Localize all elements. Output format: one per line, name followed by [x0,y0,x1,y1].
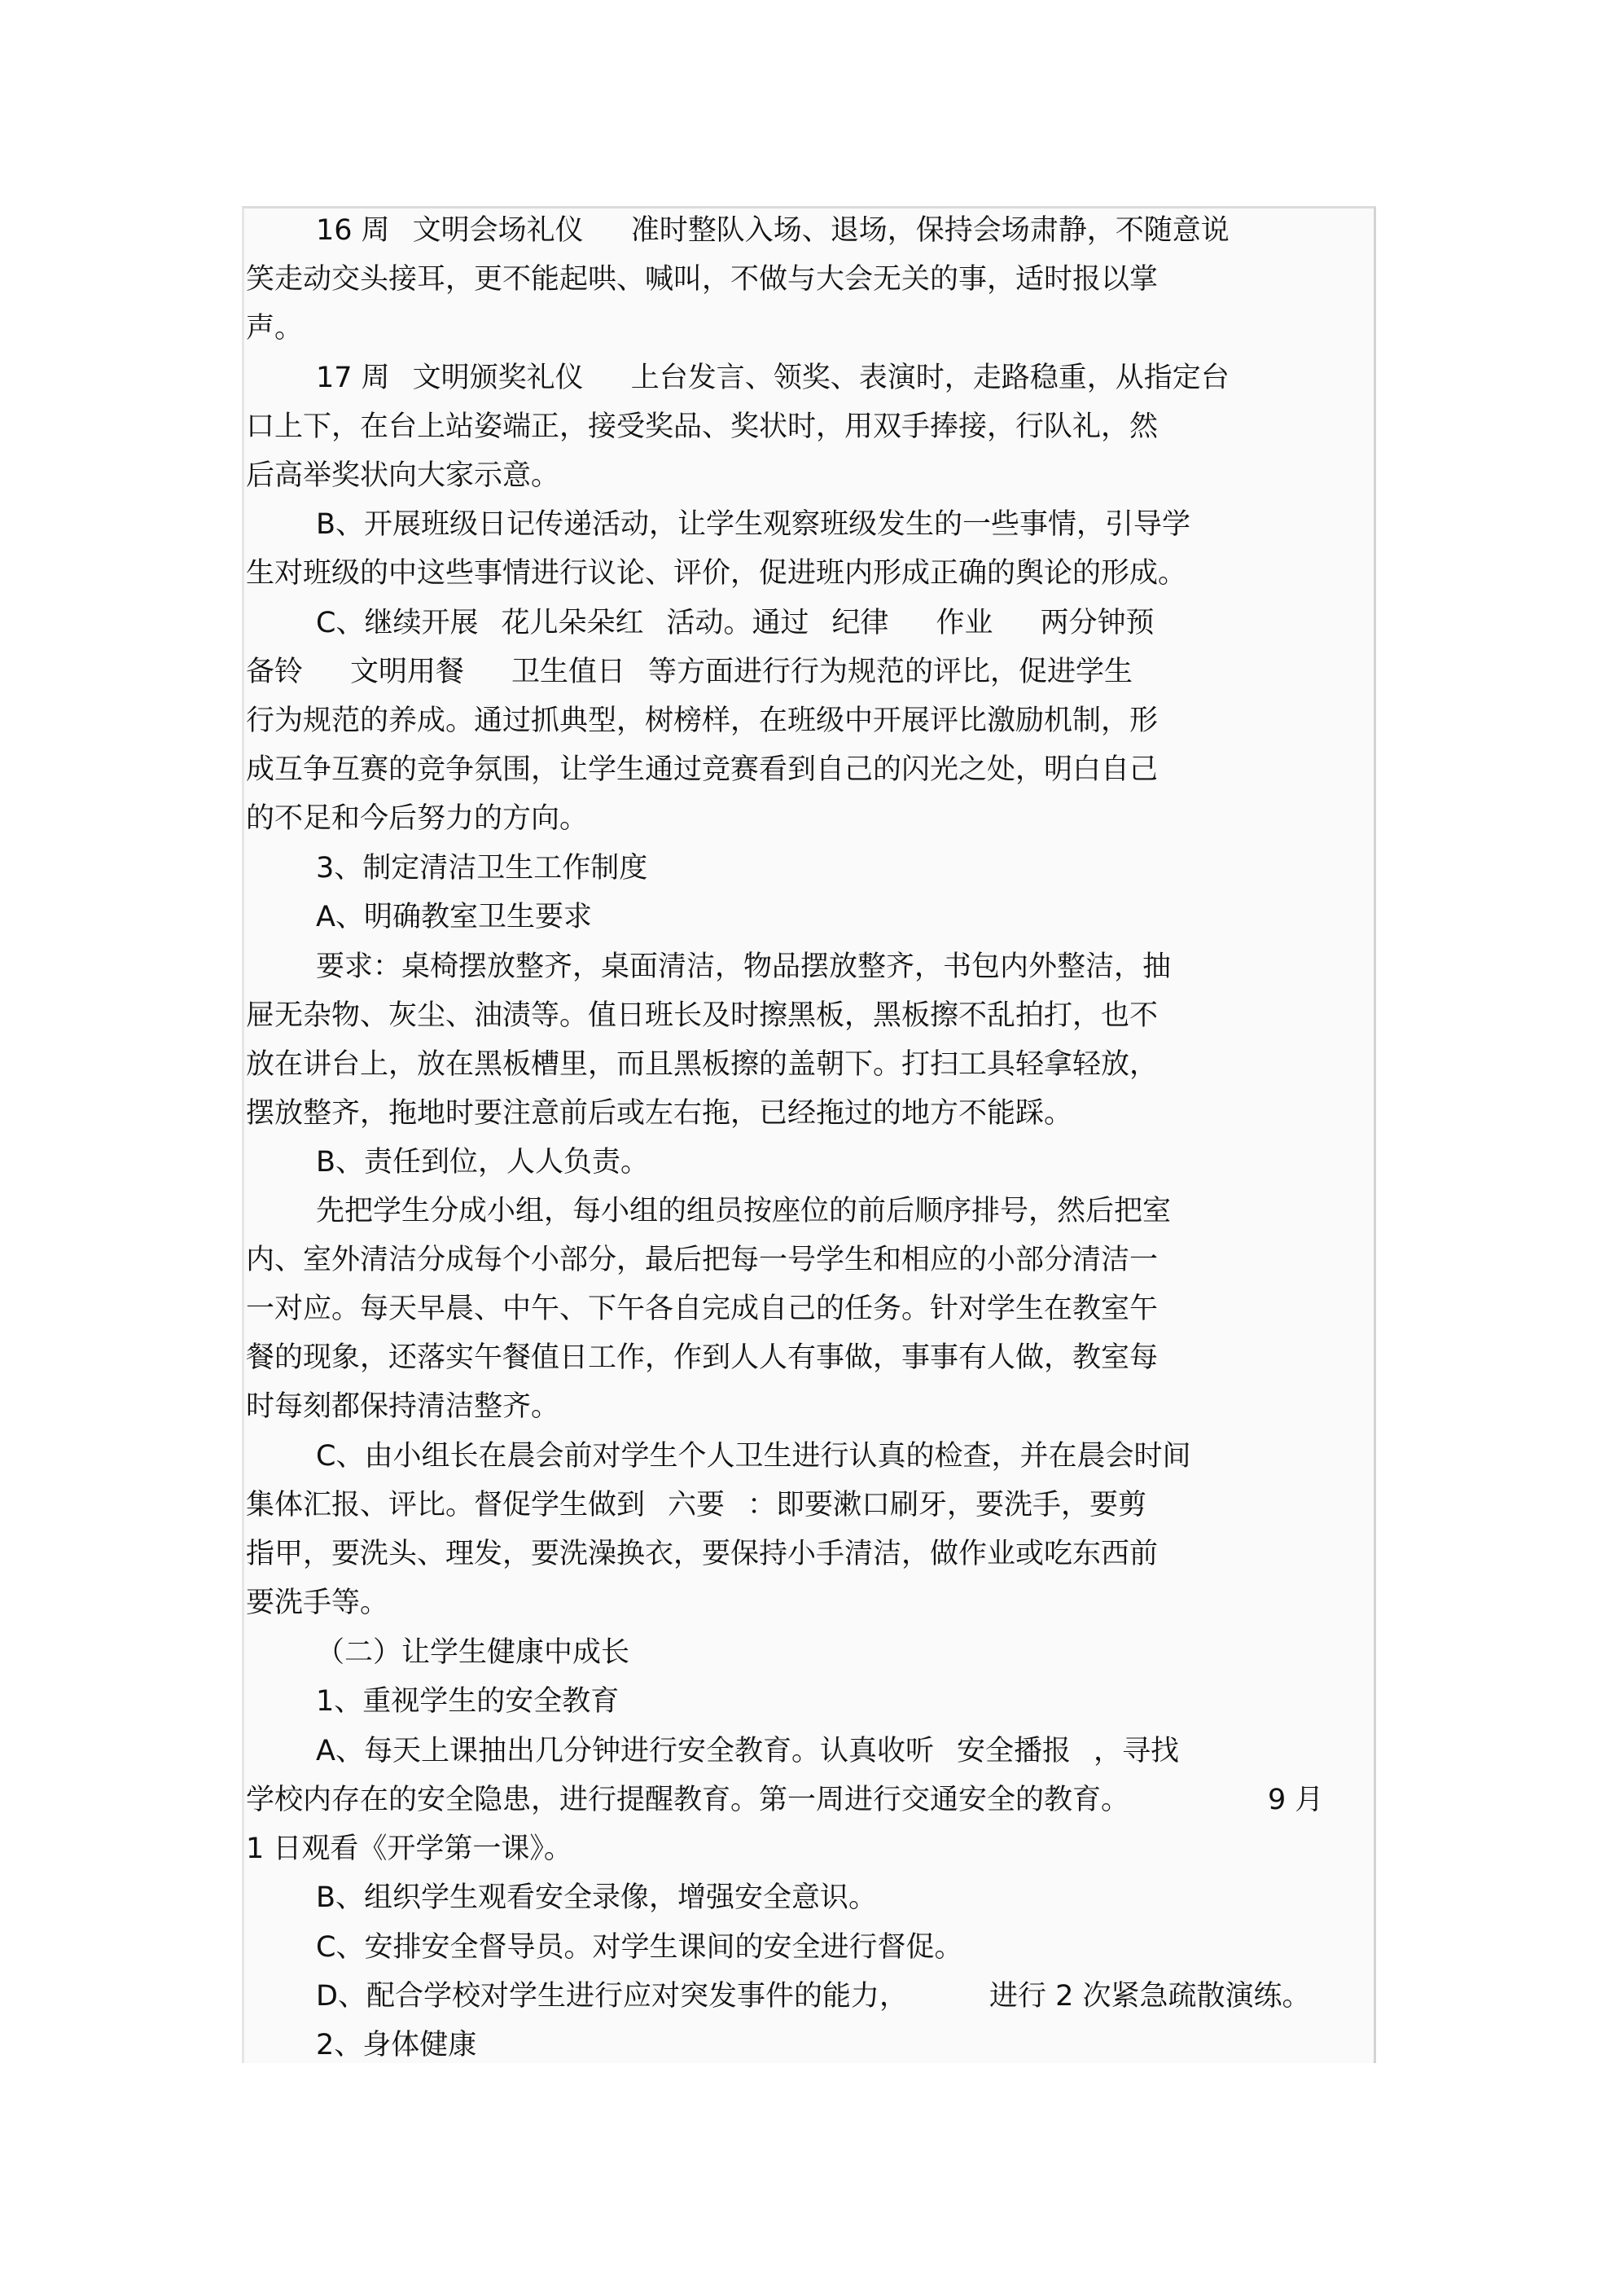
week-label: 17 周 [316,362,390,394]
text-segment: 安全播报 [956,1735,1071,1767]
text-segment: A、每天上课抽出几分钟进行安全教育。认真收听 [316,1735,934,1767]
text-line [246,1481,1146,1530]
text-segment: C、继续开展 [316,607,479,639]
text-line: 生对班级的中这些事情进行议论、评价，促进班内形成正确的舆论的形成。 [246,557,1187,590]
section-heading: （二）让学生健康中成长 [316,1636,630,1669]
etiquette-description: 准时整队入场、退场，保持会场肃静，不随意说 [630,214,1230,247]
text-line: 要洗手等。 [246,1587,389,1619]
text-line: 时每刻都保持清洁整齐。 [246,1390,560,1423]
text-line: C、安排安全督导员。对学生课间的安全进行督促。 [316,1931,963,1964]
date-text: 9 月 [1268,1784,1324,1816]
text-segment: 纪律 [831,607,889,639]
text-line: 成互争互赛的竞争氛围，让学生通过竞赛看到自己的闪光之处，明白自己 [246,753,1159,786]
text-line: 内、室外清洁分成每个小部分，最后把每一号学生和相应的小部分清洁一 [246,1244,1159,1276]
etiquette-title: 文明会场礼仪 [412,214,584,247]
subsection-heading: B、责任到位，人人负责。 [316,1146,650,1179]
subsection-heading: 2、身体健康 [316,2029,477,2061]
text-segment: D、配合学校对学生进行应对突发事件的能力， [316,1980,908,2013]
text-line: 的不足和今后努力的方向。 [246,802,589,835]
text-line [316,1972,1310,2021]
text-segment: 备铃 [246,656,304,688]
text-line: 声。 [246,312,304,345]
text-line [316,1727,1179,1776]
section-heading: 3、制定清洁卫生工作制度 [316,852,648,885]
text-segment: 集体汇报、评比。督促学生做到 [246,1489,646,1521]
subsection-heading: 1、重视学生的安全教育 [316,1685,620,1718]
text-line [316,206,1230,255]
text-line: 笑走动交头接耳，更不能起哄、喊叫，不做与大会无关的事，适时报以掌 [246,263,1159,296]
text-segment: 等方面进行行为规范的评比，促进学生 [648,656,1133,688]
text-line: 后高举奖状向大家示意。 [246,459,560,492]
text-line: 屉无杂物、灰尘、油渍等。值日班长及时擦黑板，黑板擦不乱拍打，也不 [246,999,1159,1032]
text-segment: 学校内存在的安全隐患，进行提醒教育。第一周进行交通安全的教育。 [246,1784,1130,1816]
text-line [246,1776,1323,1824]
text-segment: 文明用餐 [350,656,465,688]
text-line [316,599,1155,648]
text-segment: 活动。通过 [666,607,809,639]
text-line: C、由小组长在晨会前对学生个人卫生进行认真的检查，并在晨会时间 [316,1440,1191,1473]
text-segment: ，寻找 [1093,1735,1179,1767]
text-segment: 作业 [936,607,993,639]
text-line [246,648,1133,696]
text-line: 要求：桌椅摆放整齐，桌面清洁，物品摆放整齐，书包内外整洁，抽 [316,950,1172,983]
text-line: 指甲，要洗头、理发，要洗澡换衣，要保持小手清洁，做作业或吃东西前 [246,1538,1159,1570]
text-line: B、开展班级日记传递活动，让学生观察班级发生的一些事情，引导学 [316,508,1191,541]
week-label: 16 周 [316,214,390,247]
text-line: 先把学生分成小组，每小组的组员按座位的前后顺序排号，然后把室 [316,1195,1172,1227]
text-line: 一对应。每天早晨、中午、下午各自完成自己的任务。针对学生在教室午 [246,1293,1159,1325]
text-line: 餐的现象，还落实午餐值日工作，作到人人有事做，事事有人做，教室每 [246,1341,1159,1374]
text-line: 摆放整齐，拖地时要注意前后或左右拖，已经拖过的地方不能踩。 [246,1097,1073,1130]
text-segment: 进行 2 次紧急疏散演练。 [989,1980,1311,2013]
text-line: 口上下，在台上站姿端正，接受奖品、奖状时，用双手捧接，行队礼，然 [246,410,1159,443]
etiquette-title: 文明颁奖礼仪 [412,362,584,394]
text-line: 行为规范的养成。通过抓典型，树榜样，在班级中开展评比激励机制，形 [246,705,1159,737]
text-line: B、组织学生观看安全录像，增强安全意识。 [316,1881,878,1914]
subsection-heading: A、明确教室卫生要求 [316,901,592,933]
etiquette-description: 上台发言、领奖、表演时，走路稳重，从指定台 [630,362,1230,394]
text-segment: 两分钟预 [1040,607,1155,639]
text-segment: ：即要漱口刷牙，要洗手，要剪 [747,1489,1147,1521]
text-segment: 花儿朵朵红 [501,607,644,639]
text-line: 放在讲台上，放在黑板槽里，而且黑板擦的盖朝下。打扫工具轻拿轻放， [246,1048,1159,1081]
text-line [316,353,1230,402]
text-segment: 六要 [668,1489,726,1521]
text-line: 1 日观看《开学第一课》。 [246,1833,572,1865]
text-segment: 卫生值日 [511,656,626,688]
